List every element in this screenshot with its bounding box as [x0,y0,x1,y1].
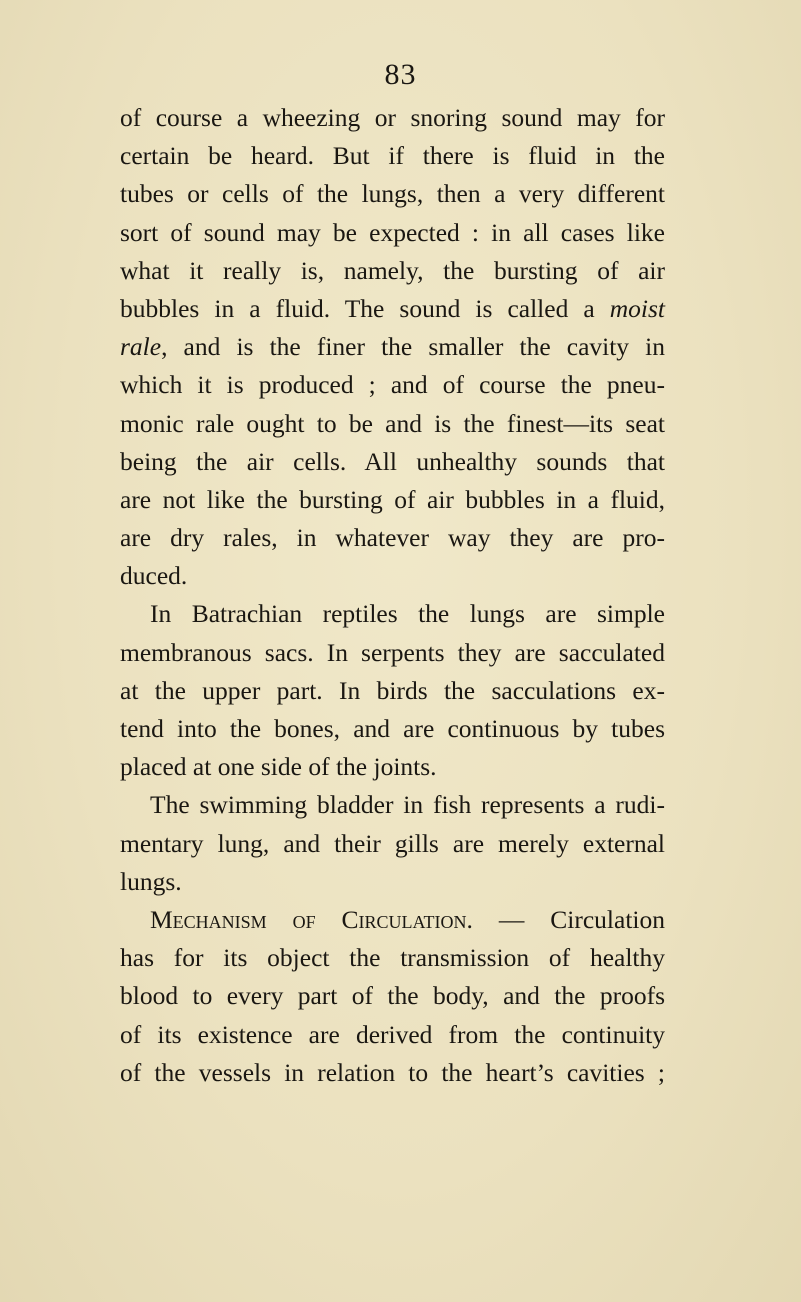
text-segment: bubbles in a fluid. The sound is called a [120,293,595,323]
text-line: tend into the bones, and are continuous by tubes [120,714,665,743]
italic-term: rale [120,332,162,362]
section-heading: Mechanism of Circulation. [150,904,473,934]
text-segment: — Circulation [472,904,665,934]
text-line: certain be heard. But if there is fluid in the [120,141,665,171]
section-heading-line [120,901,665,939]
italic-term: moist [609,293,665,323]
text-line: tubes or cells of the lungs, then a very different [120,179,665,209]
text-line: placed at one side of the joints. [120,752,437,782]
paragraph-start: In Batrachian reptiles the lungs are simple [150,599,665,629]
text-line: are dry rales, in whatever way they are pro- [120,523,665,553]
text-line: has for its object the transmission of healthy [120,943,665,973]
text-line: sort of sound may be expected : in all cases like [120,217,665,247]
text-line: what it really is, namely, the bursting of air [120,255,665,285]
text-segment: , and is the finer the smaller the cavity in [161,332,665,362]
text-line: mentary lung, and their gills are merely external [120,828,665,858]
text-line: monic rale ought to be and is the finest—its seat [120,408,665,438]
text-line: being the air cells. All unhealthy sounds that [120,446,665,476]
text-line: of its existence are derived from the continuity [120,1019,665,1049]
text-line: at the upper part. In birds the sacculations ex- [120,675,665,705]
text-line: lungs. [120,866,182,896]
text-line: blood to every part of the body, and the proofs [120,981,665,1011]
text-line [120,328,665,366]
text-line: membranous sacs. In serpents they are sacculated [120,637,665,667]
body-text [120,99,665,1092]
text-line: of the vessels in relation to the heart’s cavities ; [120,1057,665,1087]
text-line: which it is produced ; and of course the pneu- [120,370,665,400]
text-line: of course a wheezing or snoring sound may for [120,103,665,132]
text-line: are not like the bursting of air bubbles in a fluid, [120,484,665,514]
text-line: duced. [120,561,188,591]
page-number: 83 [384,58,417,91]
paragraph-start: The swimming bladder in fish represents a rudi- [150,790,665,820]
text-line [120,290,665,328]
